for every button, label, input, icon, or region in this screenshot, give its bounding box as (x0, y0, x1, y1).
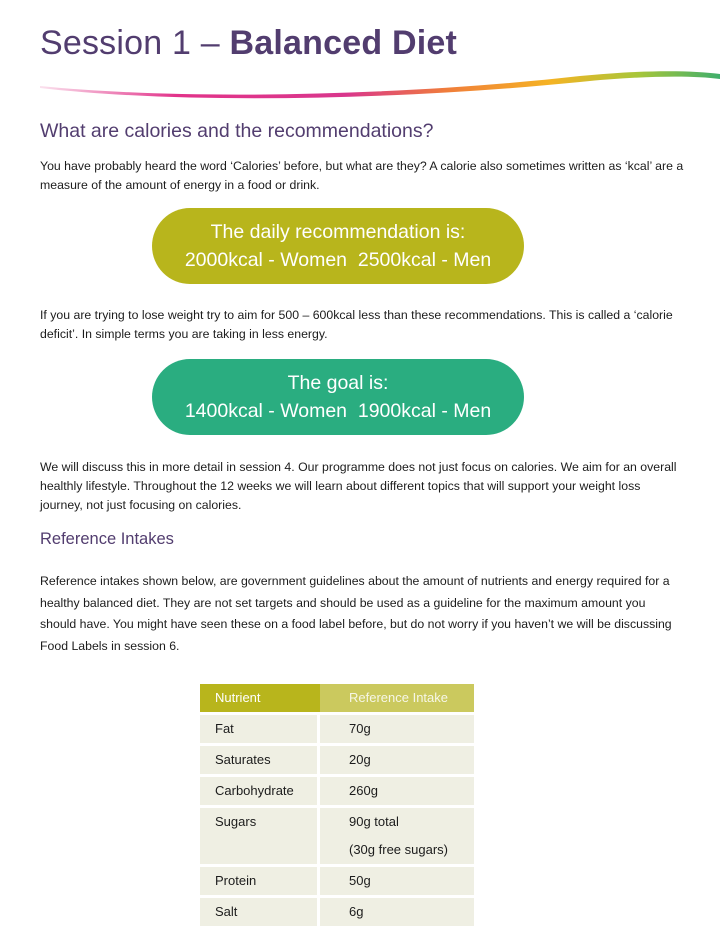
table-row (200, 715, 474, 746)
intake-value: 90g total (349, 814, 399, 829)
reference-intakes-paragraph: Reference intakes shown below, are government guidelines about the amount of nutrients and energy required for a healthy balanced diet. They are not set targets and should be used as a guideline for the maximum amount you should have. You might have seen these on a food label before, but do not worry if you haven’t we will be discussing Food Labels in session 6. (40, 574, 672, 653)
nutrient-cell: Carbohydrate (200, 777, 320, 808)
table-row (200, 808, 474, 867)
column-header-nutrient: Nutrient (200, 684, 320, 715)
callout-label: The daily recommendation is: (210, 221, 466, 243)
nutrient-cell: Sugars (200, 808, 320, 867)
intro-paragraph: You have probably heard the word ‘Calories’ before, but what are they? A calorie also sometimes written as ‘kcal’ are a measure of the amount of energy in a food or drink. (40, 159, 684, 192)
programme-paragraph: We will discuss this in more detail in session 4. Our programme does not just focus on calories. We aim for an overall healthly lifestyle. Throughout the 12 weeks we will learn about different topics that will support your weight loss journey, not just focusing on calories. (40, 460, 677, 512)
goal-callout (152, 359, 524, 435)
table-row (200, 746, 474, 777)
nutrient-cell: Salt (200, 898, 320, 929)
section-heading: What are calories and the recommendations? (40, 120, 434, 142)
intake-cell: 260g (320, 777, 474, 808)
nutrient-cell: Protein (200, 867, 320, 898)
table-row (200, 867, 474, 898)
intake-cell: 50g (320, 867, 474, 898)
table-header-row (200, 684, 474, 715)
nutrient-cell: Saturates (200, 746, 320, 777)
nutrient-cell: Fat (200, 715, 320, 746)
deficit-paragraph: If you are trying to lose weight try to aim for 500 – 600kcal less than these recommendations. This is called a ‘calorie deficit’. In simple terms you are taking in less energy. (40, 308, 673, 341)
table-row (200, 777, 474, 808)
callout-values: 2000kcal - Women 2500kcal - Men (184, 249, 492, 271)
title-bold: Balanced Diet (229, 24, 457, 62)
intake-cell: 70g (320, 715, 474, 746)
intake-cell: 20g (320, 746, 474, 777)
column-header-reference-intake: Reference Intake (320, 684, 474, 715)
intake-cell: 6g (320, 898, 474, 929)
callout-label: The goal is: (287, 372, 389, 394)
intake-note: (30g free sugars) (349, 842, 448, 857)
daily-recommendation-callout (152, 208, 524, 284)
intake-cell (320, 808, 474, 867)
subsection-heading: Reference Intakes (40, 530, 174, 548)
table-row (200, 898, 474, 929)
title-prefix: Session 1 – (40, 24, 230, 62)
reference-intake-table (200, 684, 474, 929)
callout-values: 1400kcal - Women 1900kcal - Men (184, 400, 492, 422)
title-swoosh-decoration (0, 58, 720, 108)
